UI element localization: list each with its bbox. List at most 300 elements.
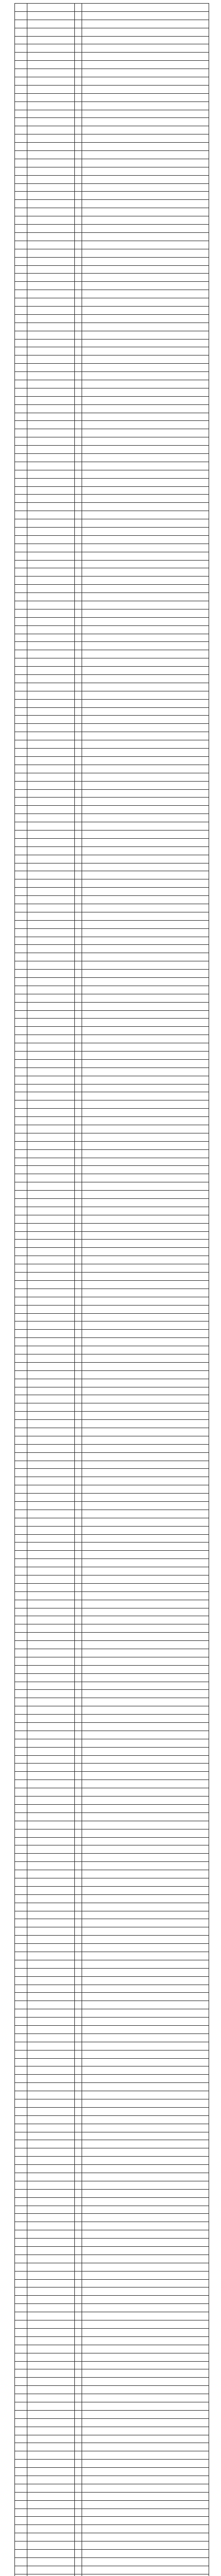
table-cell-no (15, 2549, 27, 2557)
table-cell-no (15, 175, 27, 183)
table-cell-desc (82, 749, 209, 757)
table-row (15, 707, 209, 716)
table-row (15, 4, 209, 12)
table-cell-name (27, 1788, 75, 1797)
table-cell-name (27, 928, 75, 937)
table-row (15, 2427, 209, 2435)
table-cell-count (75, 2361, 82, 2369)
table-cell-count (75, 53, 82, 61)
table-cell-no (15, 1256, 27, 1264)
table-cell-desc (82, 1641, 209, 1649)
table-cell-count (75, 928, 82, 937)
table-cell-count (75, 977, 82, 986)
table-cell-no (15, 2353, 27, 2361)
table-cell-desc (82, 339, 209, 347)
table-row (15, 2410, 209, 2418)
table-cell-no (15, 282, 27, 290)
table-cell-name (27, 2287, 75, 2296)
table-cell-name (27, 1985, 75, 1993)
table-cell-no (15, 1109, 27, 1117)
table-row (15, 781, 209, 789)
table-cell-no (15, 134, 27, 143)
table-row (15, 1715, 209, 1723)
table-cell-count (75, 1780, 82, 1788)
table-cell-no (15, 2402, 27, 2410)
table-cell-count (75, 1346, 82, 1354)
table-cell-no (15, 1444, 27, 1452)
table-cell-name (27, 888, 75, 896)
table-cell-no (15, 740, 27, 749)
table-row (15, 1829, 209, 1837)
table-cell-no (15, 1052, 27, 1060)
table-cell-desc (82, 601, 209, 609)
table-cell-desc (82, 1264, 209, 1273)
table-row (15, 2394, 209, 2402)
table-cell-count (75, 183, 82, 192)
table-cell-count (75, 159, 82, 167)
table-cell-name (27, 470, 75, 478)
table-row (15, 838, 209, 846)
table-cell-desc (82, 1387, 209, 1395)
table-row (15, 1723, 209, 1731)
table-cell-no (15, 519, 27, 528)
table-row (15, 1583, 209, 1591)
table-cell-desc (82, 781, 209, 789)
table-cell-name (27, 1755, 75, 1764)
table-cell-count (75, 2173, 82, 2181)
table-row (15, 1240, 209, 1248)
table-cell-desc (82, 2369, 209, 2378)
table-cell-count (75, 691, 82, 699)
table-cell-name (27, 1657, 75, 1665)
table-cell-no (15, 1608, 27, 1616)
table-row (15, 2557, 209, 2566)
table-cell-name (27, 1092, 75, 1100)
table-cell-name (27, 2083, 75, 2091)
table-cell-name (27, 462, 75, 470)
table-cell-desc (82, 2148, 209, 2157)
table-row (15, 1035, 209, 1043)
table-row (15, 306, 209, 314)
table-cell-no (15, 1559, 27, 1567)
table-cell-count (75, 151, 82, 159)
table-cell-count (75, 1412, 82, 1420)
table-cell-name (27, 871, 75, 879)
table-cell-name (27, 642, 75, 650)
table-cell-no (15, 1338, 27, 1346)
table-cell-count (75, 1739, 82, 1747)
table-row (15, 2263, 209, 2271)
table-cell-no (15, 609, 27, 617)
table-cell-desc (82, 1715, 209, 1723)
table-cell-name (27, 625, 75, 634)
table-cell-count (75, 1821, 82, 1829)
table-cell-no (15, 691, 27, 699)
table-cell-count (75, 1829, 82, 1837)
table-row (15, 1968, 209, 1976)
table-cell-name (27, 519, 75, 528)
table-cell-desc (82, 953, 209, 961)
table-row (15, 2189, 209, 2197)
table-cell-desc (82, 1338, 209, 1346)
table-cell-name (27, 1551, 75, 1559)
table-cell-count (75, 2345, 82, 2353)
table-cell-desc (82, 2460, 209, 2468)
table-cell-desc (82, 1985, 209, 1993)
table-cell-count (75, 2336, 82, 2345)
table-cell-count (75, 2222, 82, 2230)
table-cell-count (75, 1362, 82, 1370)
table-cell-no (15, 372, 27, 380)
table-cell-name (27, 1207, 75, 1215)
table-cell-desc (82, 4, 209, 12)
table-cell-name (27, 1264, 75, 1273)
table-cell-name (27, 2517, 75, 2525)
table-row (15, 2279, 209, 2287)
table-cell-no (15, 44, 27, 53)
table-cell-name (27, 1600, 75, 1608)
table-cell-desc (82, 1117, 209, 1125)
table-cell-no (15, 2394, 27, 2402)
table-cell-name (27, 69, 75, 77)
table-cell-name (27, 1240, 75, 1248)
table-cell-no (15, 2050, 27, 2058)
table-row (15, 1976, 209, 1985)
table-cell-name (27, 2533, 75, 2541)
table-cell-name (27, 1256, 75, 1264)
table-row (15, 544, 209, 552)
table-row (15, 1019, 209, 1027)
table-cell-name (27, 1379, 75, 1387)
table-cell-no (15, 1616, 27, 1624)
table-cell-name (27, 2443, 75, 2451)
table-cell-count (75, 1100, 82, 1109)
table-cell-desc (82, 535, 209, 544)
table-cell-name (27, 1403, 75, 1412)
table-cell-desc (82, 192, 209, 200)
table-cell-desc (82, 453, 209, 462)
table-row (15, 1354, 209, 1362)
table-cell-no (15, 1452, 27, 1461)
table-cell-count (75, 2140, 82, 2148)
table-cell-count (75, 1019, 82, 1027)
table-cell-name (27, 429, 75, 437)
table-cell-name (27, 167, 75, 175)
table-cell-name (27, 2451, 75, 2460)
table-cell-desc (82, 707, 209, 716)
table-cell-desc (82, 347, 209, 355)
table-cell-count (75, 1797, 82, 1805)
table-cell-name (27, 658, 75, 667)
table-cell-no (15, 1698, 27, 1706)
table-cell-count (75, 1682, 82, 1690)
table-cell-name (27, 1412, 75, 1420)
table-cell-no (15, 1354, 27, 1362)
table-row (15, 216, 209, 225)
table-row (15, 44, 209, 53)
table-row (15, 2083, 209, 2091)
table-cell-name (27, 1804, 75, 1812)
table-cell-no (15, 53, 27, 61)
table-cell-count (75, 2148, 82, 2157)
table-cell-no (15, 1027, 27, 1035)
table-row (15, 609, 209, 617)
table-cell-name (27, 1510, 75, 1518)
table-cell-no (15, 1289, 27, 1297)
table-cell-count (75, 1911, 82, 1919)
table-cell-no (15, 93, 27, 101)
table-cell-no (15, 151, 27, 159)
table-cell-name (27, 634, 75, 642)
table-cell-name (27, 2509, 75, 2517)
table-cell-desc (82, 2541, 209, 2550)
table-cell-desc (82, 101, 209, 110)
table-cell-name (27, 1543, 75, 1551)
table-cell-name (27, 143, 75, 151)
table-cell-name (27, 1812, 75, 1821)
table-cell-count (75, 601, 82, 609)
table-cell-no (15, 257, 27, 265)
table-cell-desc (82, 544, 209, 552)
table-cell-count (75, 232, 82, 241)
table-cell-count (75, 560, 82, 568)
table-cell-no (15, 1624, 27, 1633)
table-cell-desc (82, 1420, 209, 1428)
table-row (15, 1903, 209, 1911)
table-row (15, 2509, 209, 2517)
table-row (15, 732, 209, 740)
table-cell-name (27, 1633, 75, 1641)
table-cell-name (27, 1952, 75, 1960)
table-cell-name (27, 1723, 75, 1731)
table-cell-name (27, 1797, 75, 1805)
table-cell-no (15, 4, 27, 12)
table-cell-no (15, 421, 27, 429)
table-cell-no (15, 404, 27, 413)
table-row (15, 1264, 209, 1273)
table-cell-desc (82, 830, 209, 838)
table-cell-no (15, 1845, 27, 1854)
table-row (15, 789, 209, 798)
table-row (15, 167, 209, 175)
table-cell-no (15, 2345, 27, 2353)
table-cell-no (15, 560, 27, 568)
table-row (15, 1330, 209, 1338)
table-cell-no (15, 1002, 27, 1010)
table-row (15, 1428, 209, 1436)
table-cell-no (15, 765, 27, 773)
table-row (15, 1133, 209, 1141)
table-cell-count (75, 2435, 82, 2443)
table-cell-desc (82, 920, 209, 928)
table-cell-name (27, 1591, 75, 1600)
table-cell-no (15, 1166, 27, 1174)
table-cell-desc (82, 2296, 209, 2304)
table-cell-no (15, 1370, 27, 1379)
table-cell-name (27, 53, 75, 61)
table-cell-no (15, 1141, 27, 1149)
table-cell-no (15, 1600, 27, 1608)
table-row (15, 1215, 209, 1223)
table-cell-desc (82, 716, 209, 724)
table-cell-desc (82, 355, 209, 364)
table-row (15, 2304, 209, 2312)
table-cell-name (27, 1174, 75, 1182)
table-cell-desc (82, 1076, 209, 1084)
table-row (15, 650, 209, 658)
table-cell-desc (82, 1002, 209, 1010)
table-cell-desc (82, 44, 209, 53)
table-row (15, 143, 209, 151)
table-cell-count (75, 2018, 82, 2026)
table-cell-name (27, 93, 75, 101)
table-cell-no (15, 2509, 27, 2517)
table-cell-count (75, 814, 82, 822)
table-row (15, 1878, 209, 1886)
table-cell-desc (82, 724, 209, 732)
table-cell-count (75, 4, 82, 12)
table-row (15, 970, 209, 978)
table-row (15, 1559, 209, 1567)
table-cell-name (27, 2173, 75, 2181)
table-cell-desc (82, 298, 209, 307)
table-row (15, 1387, 209, 1395)
table-cell-no (15, 216, 27, 225)
table-cell-no (15, 2025, 27, 2033)
table-cell-no (15, 2033, 27, 2042)
table-cell-desc (82, 593, 209, 601)
table-row (15, 2247, 209, 2255)
table-cell-desc (82, 36, 209, 44)
table-cell-desc (82, 1723, 209, 1731)
table-cell-count (75, 1280, 82, 1289)
table-cell-count (75, 585, 82, 593)
table-cell-count (75, 798, 82, 806)
table-cell-name (27, 650, 75, 658)
table-cell-no (15, 1903, 27, 1911)
table-row (15, 2468, 209, 2476)
table-cell-name (27, 1067, 75, 1076)
table-cell-no (15, 568, 27, 577)
table-cell-no (15, 2001, 27, 2009)
table-cell-desc (82, 1052, 209, 1060)
table-cell-no (15, 2304, 27, 2312)
table-cell-desc (82, 1534, 209, 1543)
table-cell-desc (82, 2304, 209, 2312)
table-cell-desc (82, 683, 209, 691)
table-cell-name (27, 2271, 75, 2279)
table-cell-desc (82, 1199, 209, 1207)
table-cell-desc (82, 2418, 209, 2427)
table-cell-name (27, 2099, 75, 2108)
table-cell-count (75, 2353, 82, 2361)
table-cell-count (75, 609, 82, 617)
table-cell-no (15, 1772, 27, 1780)
table-cell-count (75, 1109, 82, 1117)
table-cell-desc (82, 183, 209, 192)
table-row (15, 863, 209, 871)
table-cell-desc (82, 1526, 209, 1534)
table-cell-no (15, 1755, 27, 1764)
table-cell-desc (82, 2320, 209, 2329)
table-cell-desc (82, 937, 209, 945)
table-cell-desc (82, 1731, 209, 1739)
table-cell-name (27, 216, 75, 225)
table-row (15, 1477, 209, 1485)
table-row (15, 331, 209, 339)
table-cell-count (75, 732, 82, 740)
table-cell-count (75, 1616, 82, 1624)
table-cell-desc (82, 1395, 209, 1403)
table-cell-count (75, 1764, 82, 1772)
table-cell-name (27, 265, 75, 274)
table-cell-desc (82, 1747, 209, 1755)
table-cell-no (15, 249, 27, 257)
table-row (15, 1199, 209, 1207)
table-cell-count (75, 2001, 82, 2009)
table-cell-name (27, 1772, 75, 1780)
table-cell-name (27, 1682, 75, 1690)
table-cell-count (75, 1452, 82, 1461)
table-cell-desc (82, 879, 209, 888)
table-cell-name (27, 1387, 75, 1395)
table-cell-count (75, 1354, 82, 1362)
table-cell-name (27, 77, 75, 86)
table-row (15, 749, 209, 757)
table-cell-no (15, 756, 27, 765)
table-cell-name (27, 601, 75, 609)
table-cell-count (75, 1927, 82, 1936)
table-cell-no (15, 1927, 27, 1936)
table-row (15, 1109, 209, 1117)
table-cell-no (15, 2369, 27, 2378)
table-cell-desc (82, 568, 209, 577)
table-cell-count (75, 2509, 82, 2517)
table-cell-desc (82, 314, 209, 323)
table-cell-name (27, 2001, 75, 2009)
table-cell-desc (82, 1174, 209, 1182)
table-row (15, 855, 209, 863)
table-row (15, 1510, 209, 1518)
table-cell-count (75, 1772, 82, 1780)
table-row (15, 1370, 209, 1379)
table-cell-name (27, 896, 75, 904)
table-cell-no (15, 1526, 27, 1534)
table-cell-count (75, 2484, 82, 2492)
table-row (15, 36, 209, 44)
table-row (15, 1444, 209, 1452)
table-cell-name (27, 1354, 75, 1362)
table-cell-no (15, 2574, 27, 2576)
table-cell-name (27, 904, 75, 912)
table-cell-desc (82, 699, 209, 707)
table-cell-name (27, 1199, 75, 1207)
table-cell-desc (82, 1059, 209, 1067)
table-cell-no (15, 347, 27, 355)
table-row (15, 994, 209, 1002)
table-cell-name (27, 838, 75, 846)
table-cell-desc (82, 1797, 209, 1805)
table-row (15, 1084, 209, 1092)
table-row (15, 535, 209, 544)
table-cell-desc (82, 495, 209, 503)
table-cell-desc (82, 740, 209, 749)
table-cell-desc (82, 1240, 209, 1248)
table-cell-desc (82, 1084, 209, 1092)
table-cell-count (75, 1256, 82, 1264)
table-row (15, 453, 209, 462)
table-cell-no (15, 1313, 27, 1321)
